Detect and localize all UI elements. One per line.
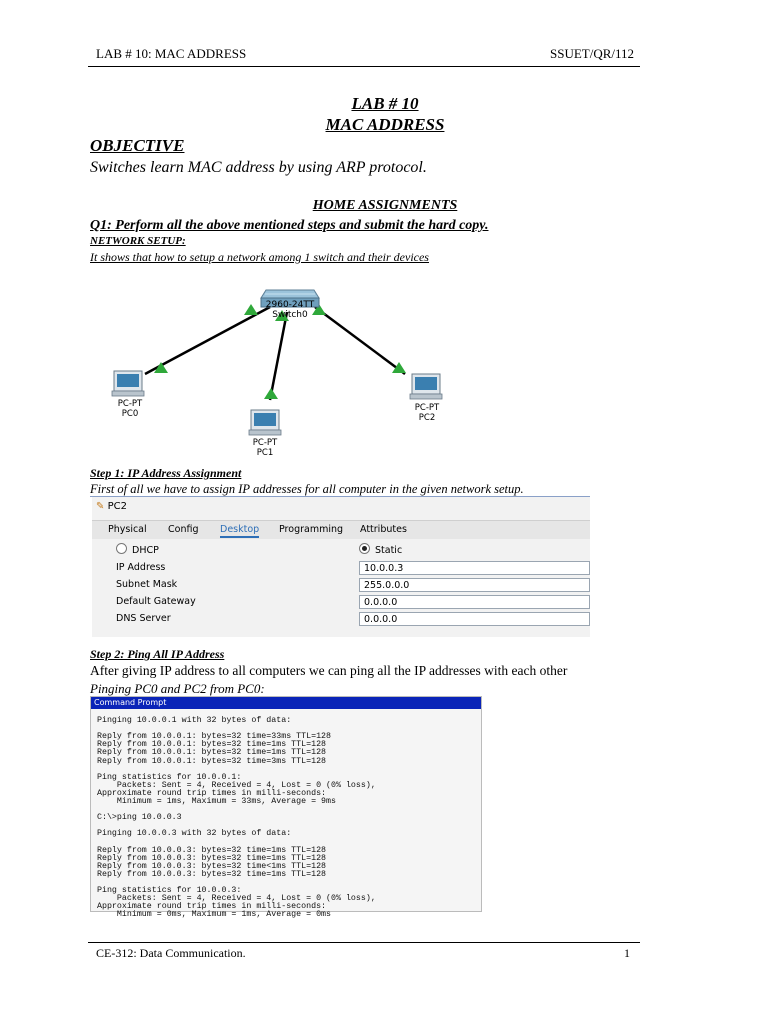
switch-name-label: Switch0 bbox=[272, 310, 308, 320]
ip-config-window-title: ✎ PC2 bbox=[96, 501, 127, 512]
command-prompt-line: Ping statistics for 10.0.0.1: bbox=[97, 772, 242, 782]
ip-address-label: IP Address bbox=[116, 562, 166, 573]
pc0-icon bbox=[112, 371, 144, 396]
tab-config[interactable]: Config bbox=[168, 524, 199, 535]
step1-text: First of all we have to assign IP addresses for all computer in the given network setup. bbox=[90, 482, 524, 496]
tab-physical[interactable]: Physical bbox=[108, 524, 147, 535]
tab-attributes[interactable]: Attributes bbox=[360, 524, 407, 535]
static-option[interactable]: Static bbox=[359, 543, 402, 556]
objective-text: Switches learn MAC address by using ARP protocol. bbox=[90, 159, 427, 176]
pc1-name: PC1 bbox=[256, 448, 274, 458]
link-light-icon bbox=[392, 362, 406, 373]
footer-course: CE-312: Data Communication. bbox=[96, 946, 246, 960]
dns-server-label: DNS Server bbox=[116, 613, 171, 624]
pc-window-icon: ✎ bbox=[96, 501, 105, 512]
command-prompt-line: Reply from 10.0.0.3: bytes=32 time=1ms TTL=128 bbox=[97, 869, 327, 879]
pc2-name: PC2 bbox=[418, 413, 436, 423]
step1-heading: Step 1: IP Address Assignment bbox=[90, 466, 242, 480]
default-gateway-field[interactable]: 0.0.0.0 bbox=[359, 595, 590, 609]
network-diagram bbox=[100, 270, 480, 465]
command-prompt-line: Ping statistics for 10.0.0.3: bbox=[97, 886, 242, 896]
link-switch-pc2 bbox=[315, 307, 405, 374]
command-prompt-line: Reply from 10.0.0.1: bytes=32 time=33ms TTL=128 bbox=[97, 732, 332, 742]
ip-address-field[interactable]: 10.0.0.3 bbox=[359, 561, 590, 575]
q1-text: Q1: Perform all the above mentioned steps and submit the hard copy. bbox=[90, 218, 489, 233]
command-prompt-line: Minimum = 0ms, Maximum = 1ms, Average = 0ms bbox=[97, 910, 332, 920]
command-prompt-line: Pinging 10.0.0.3 with 32 bytes of data: bbox=[97, 829, 292, 839]
default-gateway-label: Default Gateway bbox=[116, 596, 196, 607]
lab-title: LAB # 10 bbox=[351, 94, 419, 113]
network-setup-text: It shows that how to setup a network among 1 switch and their devices bbox=[90, 250, 429, 264]
step2-heading: Step 2: Ping All IP Address bbox=[90, 647, 225, 661]
command-prompt-line: Approximate round trip times in milli-seconds: bbox=[97, 788, 327, 798]
subnet-mask-field[interactable]: 255.0.0.0 bbox=[359, 578, 590, 592]
static-radio[interactable] bbox=[359, 543, 370, 554]
pc1-icon bbox=[249, 410, 281, 435]
header-rule bbox=[88, 66, 640, 67]
command-prompt-line: Minimum = 1ms, Maximum = 33ms, Average = 9ms bbox=[97, 797, 336, 806]
lab-subtitle: MAC ADDRESS bbox=[325, 115, 445, 134]
command-prompt-line: Reply from 10.0.0.1: bytes=32 time=1ms TTL=128 bbox=[97, 740, 327, 750]
command-prompt-line: Reply from 10.0.0.3: bytes=32 time=1ms TTL=128 bbox=[97, 853, 327, 863]
command-prompt-line: Packets: Sent = 4, Received = 4, Lost = 0 (0% loss), bbox=[97, 894, 376, 904]
command-prompt-line: Packets: Sent = 4, Received = 4, Lost = 0 (0% loss), bbox=[97, 780, 376, 790]
switch-model-label: 2960-24TT bbox=[265, 300, 315, 310]
link-light-icon bbox=[244, 304, 258, 315]
command-prompt-line: C:\>ping 10.0.0.3 bbox=[97, 813, 182, 823]
step2-text: After giving IP address to all computers we can ping all the IP addresses with each other bbox=[90, 663, 568, 678]
step2-subtext: Pinging PC0 and PC2 from PC0: bbox=[90, 681, 265, 696]
footer-rule bbox=[88, 942, 640, 943]
subnet-mask-label: Subnet Mask bbox=[116, 579, 178, 590]
network-setup-heading: NETWORK SETUP: bbox=[90, 235, 186, 247]
dhcp-option[interactable]: DHCP bbox=[116, 543, 159, 556]
command-prompt-window bbox=[90, 696, 482, 920]
dhcp-radio[interactable] bbox=[116, 543, 127, 554]
ip-config-panel bbox=[92, 497, 590, 637]
link-light-icon bbox=[264, 388, 278, 399]
objective-heading: OBJECTIVE bbox=[90, 136, 185, 155]
command-prompt-line: Reply from 10.0.0.1: bytes=32 time=1ms TTL=128 bbox=[97, 748, 327, 758]
command-prompt-line: Reply from 10.0.0.1: bytes=32 time=3ms TTL=128 bbox=[97, 756, 327, 766]
header-left: LAB # 10: MAC ADDRESS bbox=[96, 46, 247, 61]
pc2-icon bbox=[410, 374, 442, 399]
home-assignments-heading: HOME ASSIGNMENTS bbox=[312, 198, 458, 213]
command-prompt-title: Command Prompt bbox=[91, 697, 481, 709]
link-switch-pc0 bbox=[145, 307, 270, 374]
command-prompt-line: Reply from 10.0.0.3: bytes=32 time<1ms TTL=128 bbox=[97, 861, 327, 871]
link-switch-pc1 bbox=[270, 312, 287, 400]
pc0-type: PC-PT bbox=[117, 399, 143, 409]
tab-desktop[interactable]: Desktop bbox=[220, 524, 259, 538]
command-prompt-line: Approximate round trip times in milli-seconds: bbox=[97, 902, 327, 912]
header-right: SSUET/QR/112 bbox=[550, 46, 635, 61]
command-prompt-line: Pinging 10.0.0.1 with 32 bytes of data: bbox=[97, 716, 292, 725]
command-prompt-line: Reply from 10.0.0.3: bytes=32 time=1ms TTL=128 bbox=[97, 845, 327, 855]
tab-programming[interactable]: Programming bbox=[279, 524, 344, 535]
pc1-type: PC-PT bbox=[252, 438, 278, 448]
pc2-type: PC-PT bbox=[414, 403, 440, 413]
tab-bar bbox=[92, 520, 590, 539]
dns-server-field[interactable]: 0.0.0.0 bbox=[359, 612, 590, 626]
pc0-name: PC0 bbox=[121, 409, 139, 419]
footer-page-number: 1 bbox=[624, 946, 630, 960]
